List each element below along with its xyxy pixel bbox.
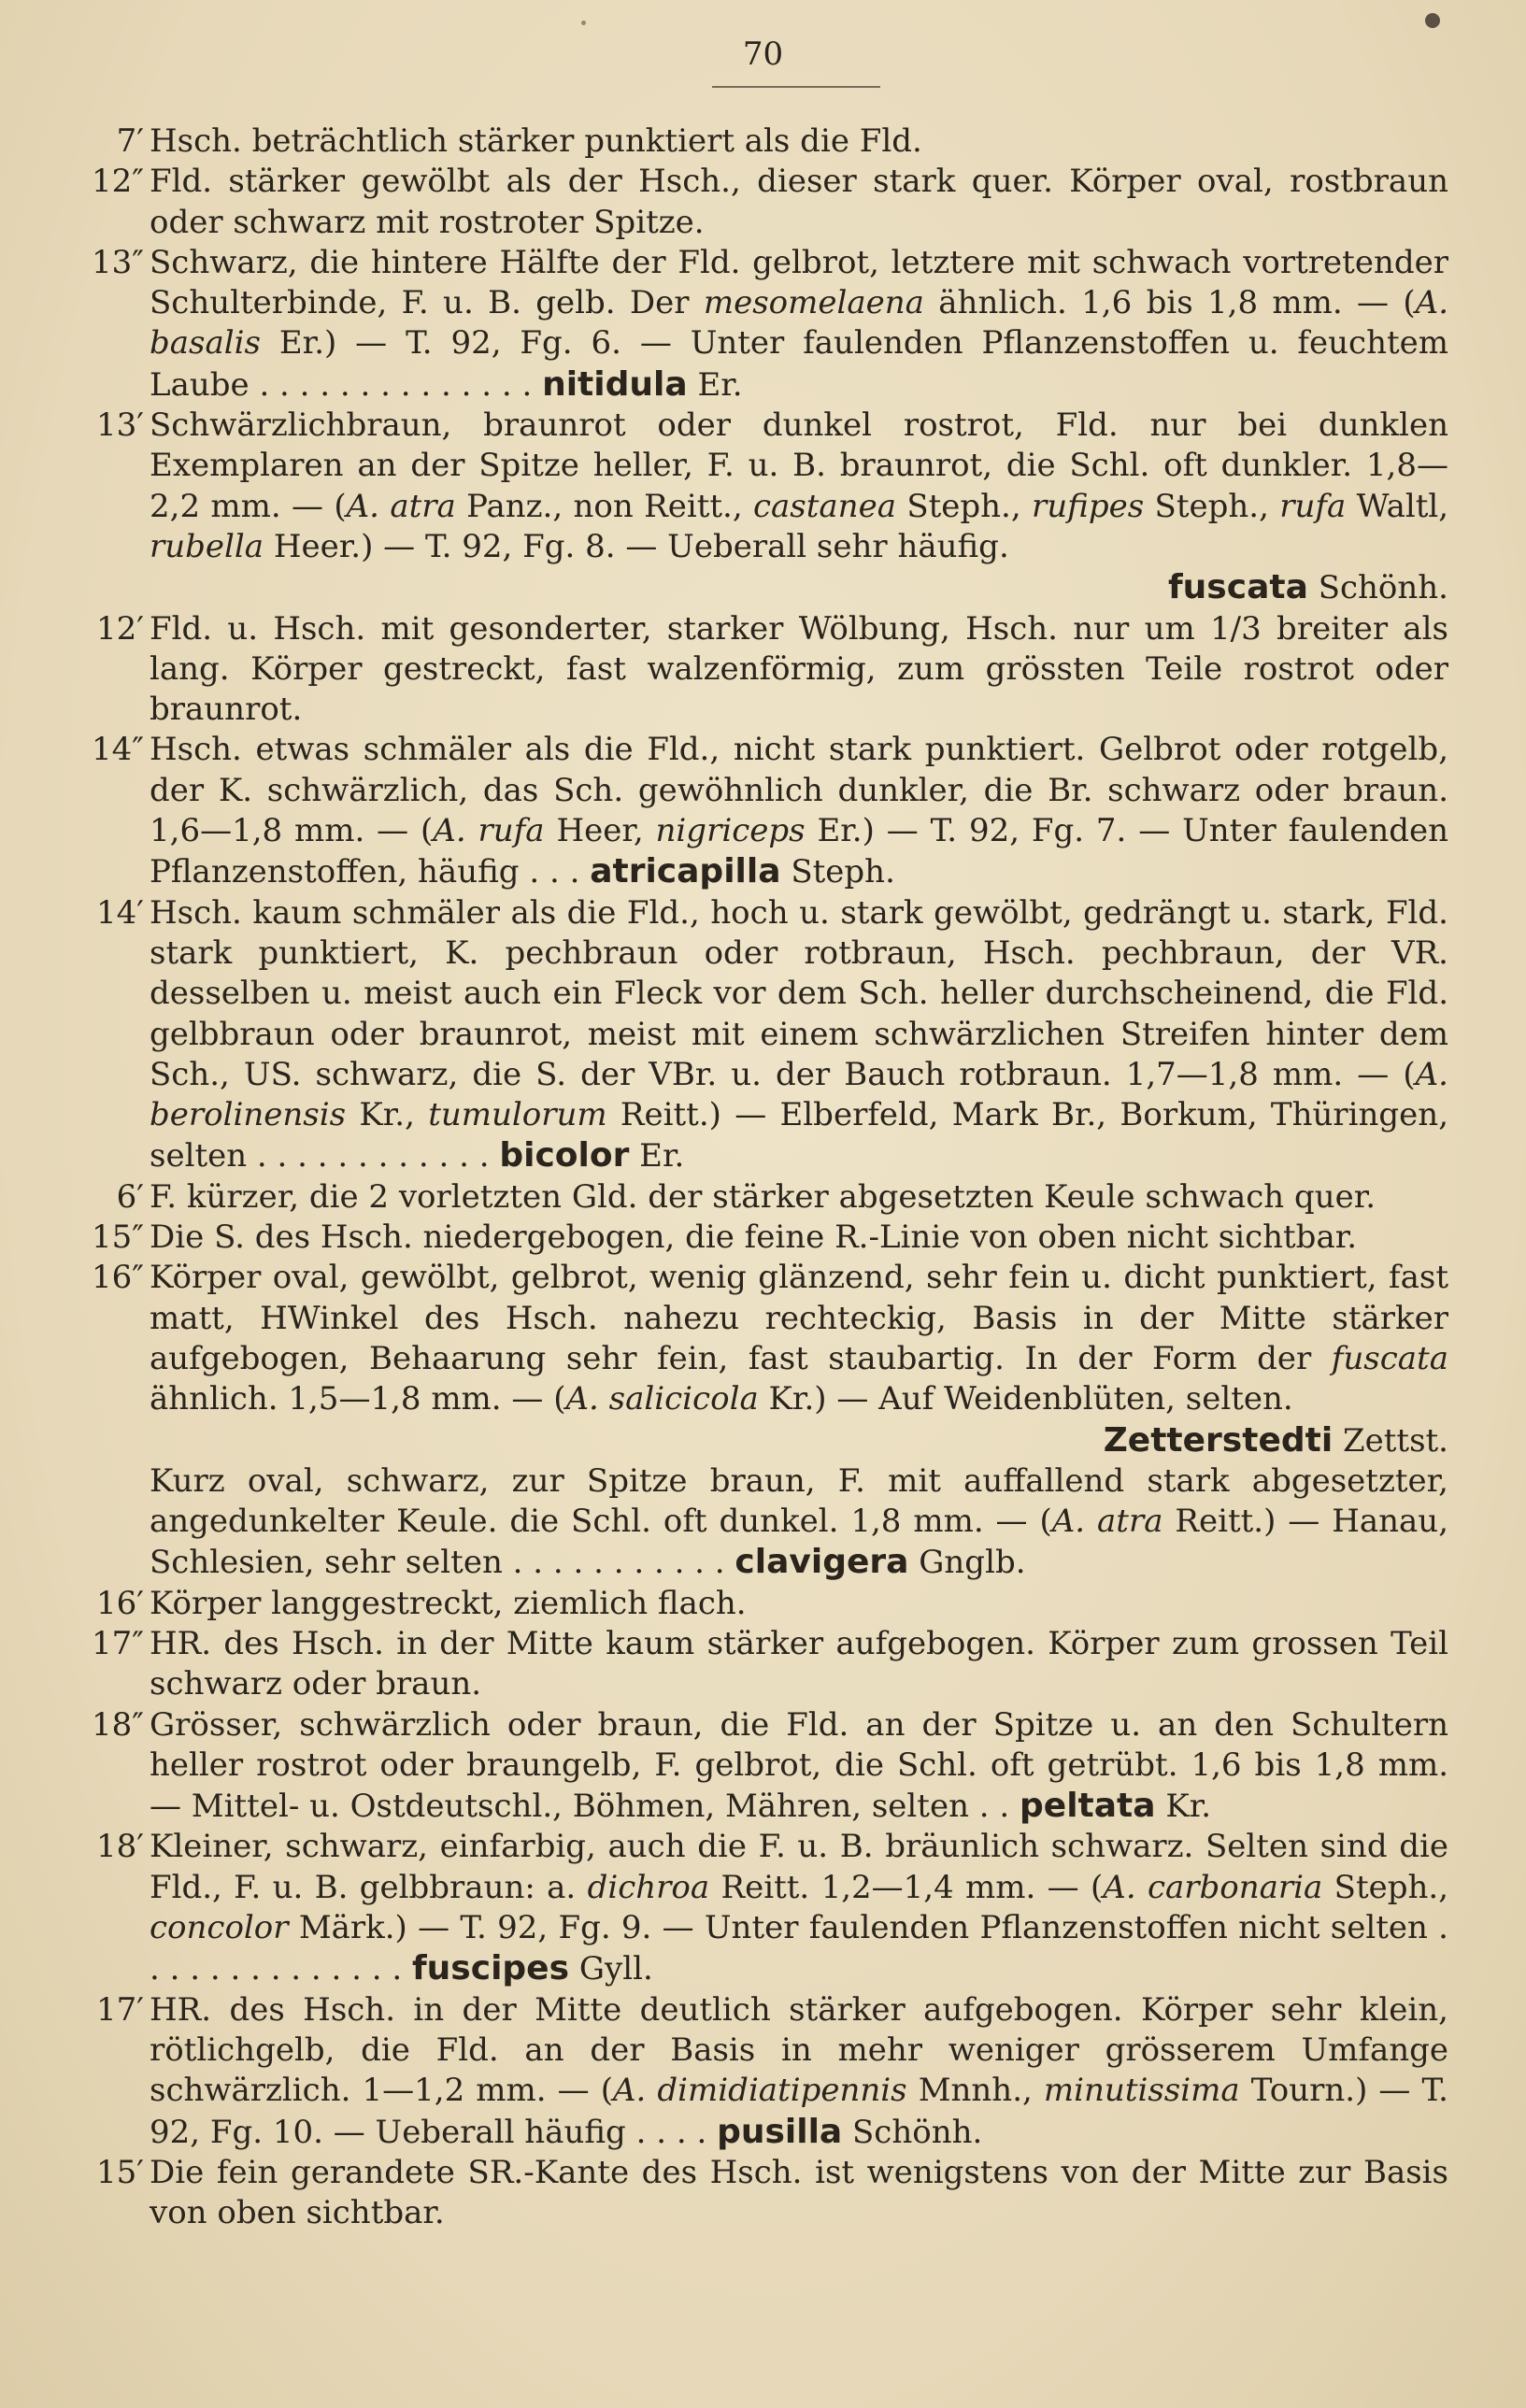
entry-text: Steph., (906, 487, 1021, 525)
species-synonym: minutissima (1043, 2072, 1240, 2110)
speck (581, 21, 586, 25)
entry-text: Fld. u. Hsch. mit gesonderter, starker Wölbung, Hsch. nur um 1/3 breiter als lang. Körper gestreckt, fast walzenförmig, zum grössten Teile rostrot oder braunrot. (150, 609, 1448, 729)
key-entry (65, 1624, 1448, 1705)
couplet-number: 17′ (96, 1990, 144, 2029)
species-synonym: A. atra (1051, 1503, 1163, 1541)
species-author: Kr. (1165, 1788, 1212, 1826)
entry-text: Hsch. beträchtlich stärker punktiert als die Fld. (150, 122, 922, 160)
page-number: 70 (742, 36, 784, 73)
species-author: Gyll. (578, 1950, 653, 1988)
key-entry (65, 893, 1448, 1177)
couplet-number: 18′ (96, 1828, 144, 1866)
species-name: pusilla (717, 2112, 843, 2151)
entry-text: Tourn.) — T. 92, Fg. 10. — Ueberall häufig . . . . (150, 2072, 1448, 2151)
couplet-number: 15′ (96, 2153, 144, 2191)
species-name: fuscata (1168, 568, 1308, 607)
entry-text: Mnnh., (918, 2072, 1033, 2110)
species-synonym: rubella (150, 527, 264, 565)
entry-text: Kr., (359, 1096, 415, 1134)
key-entry (65, 609, 1448, 731)
key-entry (65, 1258, 1448, 1460)
species-synonym: A. salicicola (565, 1380, 759, 1418)
species-synonym: concolor (150, 1909, 289, 1947)
species-synonym: mesomelaena (703, 284, 924, 322)
entry-text: Er.) — T. 92, Fg. 7. — Unter faulenden Pflanzenstoffen, häufig . . . (150, 812, 1448, 891)
key-entry (65, 2153, 1448, 2234)
speck (1425, 13, 1440, 28)
key-entry (65, 1177, 1448, 1218)
species-synonym: A. rufa (433, 812, 545, 850)
key-entry (65, 1584, 1448, 1624)
species-author: Schönh. (1318, 569, 1448, 607)
entry-text: Schwärzlichbraun, braunrot oder dunkel rostrot, Fld. nur bei dunklen Exemplaren an der Spitze heller, F. u. B. braunrot, die Schl. oft dunkler. 1,8—2,2 mm. — ( (150, 406, 1448, 525)
couplet-number: 14″ (92, 731, 144, 769)
species-synonym: rufa (1279, 487, 1347, 525)
species-name: bicolor (499, 1136, 630, 1176)
species-name: clavigera (734, 1543, 909, 1582)
key-entry (65, 121, 1448, 162)
species-synonym: A. berolinensis (150, 1055, 1448, 1134)
key-entry (65, 162, 1448, 243)
entry-text: Heer, (556, 812, 644, 850)
entry-text: Reitt.) — Hanau, Schlesien, sehr selten . . . . . . . . . . . (150, 1503, 1448, 1582)
species-synonym: tumulorum (428, 1096, 607, 1134)
entry-text: Märk.) — T. 92, Fg. 9. — Unter faulenden Pflanzenstoffen nicht selten . . . . . . . . . . . . . . (150, 1909, 1448, 1988)
entry-text: Steph., (1154, 487, 1269, 525)
entry-text: Hsch. etwas schmäler als die Fld., nicht stark punktiert. Gelbrot oder rotgelb, der K. schwärzlich, das Sch. gewöhnlich dunkler, die Br. schwarz oder braun. 1,6—1,8 mm. — ( (150, 731, 1448, 850)
species-name: atricapilla (590, 852, 781, 891)
couplet-number: 15″ (92, 1218, 144, 1257)
species-synonym: dichroa (587, 1868, 710, 1906)
species-synonym: rufipes (1032, 487, 1145, 525)
species-name: fuscipes (412, 1949, 570, 1988)
species-name: Zetterstedti (1103, 1420, 1333, 1460)
entry-text: ähnlich. 1,5—1,8 mm. — ( (150, 1380, 566, 1418)
species-synonym: A. carbonaria (1103, 1868, 1323, 1906)
species-author: Steph. (791, 853, 895, 891)
entry-text: Reitt. 1,2—1,4 mm. — ( (720, 1868, 1104, 1906)
header-rule (712, 86, 880, 88)
entry-text: Grösser, schwärzlich oder braun, die Fld. an der Spitze u. an den Schultern heller rostrot oder braungelb, F. gelbrot, die Schl. oft getrübt. 1,6 bis 1,8 mm. — Mittel- u. Ostdeutschl., Böhmen, Mähren, selten . . (150, 1705, 1448, 1826)
species-name: nitidula (542, 364, 688, 404)
entry-text: Schwarz, die hintere Hälfte der Fld. gelbrot, letztere mit schwach vortretender Schulterbinde, F. u. B. gelb. Der (150, 243, 1448, 322)
entry-text: Steph., (1333, 1868, 1449, 1906)
couplet-number: 16′ (96, 1584, 144, 1622)
key-entry (65, 1218, 1448, 1258)
entry-text: Heer.) — T. 92, Fg. 8. — Ueberall sehr häufig. (273, 527, 1009, 565)
entry-text: Kurz oval, schwarz, zur Spitze braun, F. mit auffallend stark abgesetzter, angedunkelter Keule. die Schl. oft dunkel. 1,8 mm. — ( (150, 1461, 1448, 1541)
entry-text: Körper oval, gewölbt, gelbrot, wenig glänzend, sehr fein u. dicht punktiert, fast matt, HWinkel des Hsch. nahezu rechteckig, Basis in der Mitte stärker aufgebogen, Behaarung sehr fein, fast staubartig. In der Form der (150, 1259, 1448, 1377)
species-name: peltata (1020, 1787, 1156, 1826)
couplet-number: 7′ (116, 122, 144, 160)
couplet-number: 12′ (96, 609, 144, 648)
couplet-number: 17″ (92, 1624, 144, 1662)
species-author: Schönh. (852, 2113, 983, 2151)
key-entry (65, 730, 1448, 892)
species-author: Er. (697, 365, 743, 404)
species-synonym: fuscata (1331, 1339, 1448, 1377)
species-synonym: A. dimidiatipennis (612, 2072, 907, 2110)
species-synonym: A. atra (346, 487, 456, 525)
key-entry (65, 1990, 1448, 2153)
entry-text: Körper langgestreckt, ziemlich flach. (150, 1584, 747, 1622)
couplet-number: 13′ (96, 406, 144, 445)
entry-text: Er.) — T. 92, Fg. 6. — Unter faulenden Pflanzenstoffen u. feuchtem Laube . . . . . . . . . . . . . . (150, 324, 1448, 404)
entry-text: Hsch. kaum schmäler als die Fld., hoch u. stark gewölbt, gedrängt u. stark, Fld. stark punktiert, K. pechbraun oder rotbraun, Hsch. pechbraun, der VR. desselben u. meist auch ein Fleck vor dem Sch. heller durchscheinend, die Fld. gelbbraun oder braunrot, meist mit einem schwärzlichen Streifen hinter dem Sch., US. schwarz, die S. der VBr. u. der Bauch rotbraun. 1,7—1,8 mm. — ( (150, 893, 1448, 1093)
entry-text: Kr.) — Auf Weidenblüten, selten. (768, 1380, 1293, 1418)
species-synonym: castanea (752, 487, 896, 525)
couplet-number: 14′ (96, 893, 144, 932)
entry-text: Panz., non Reitt., (466, 487, 743, 525)
key-entry (65, 243, 1448, 406)
key-entry (65, 1461, 1448, 1584)
entry-text: Reitt.) — Elberfeld, Mark Br., Borkum, Thüringen, selten . . . . . . . . . . . . (150, 1096, 1449, 1176)
couplet-number: 6′ (116, 1177, 144, 1216)
entry-text: Die fein gerandete SR.-Kante des Hsch. ist wenigstens von der Mitte zur Basis von oben sichtbar. (150, 2153, 1448, 2232)
key-entry (65, 1827, 1448, 1989)
couplet-number: 16″ (92, 1259, 144, 1297)
key-entry (65, 406, 1448, 608)
species-author: Er. (639, 1137, 685, 1176)
entry-text: HR. des Hsch. in der Mitte deutlich stärker aufgebogen. Körper sehr klein, rötlichgelb, die Fld. an der Basis in mehr weniger grösserem Umfange schwärzlich. 1—1,2 mm. — ( (150, 1990, 1448, 2110)
entry-text: F. kürzer, die 2 vorletzten Gld. der stärker abgesetzten Keule schwach quer. (150, 1177, 1376, 1216)
key-text (65, 121, 1448, 2233)
entry-text: Waltl, (1356, 487, 1449, 525)
entry-text: Kleiner, schwarz, einfarbig, auch die F. u. B. bräunlich schwarz. Selten sind die Fld., F. u. B. gelbbraun: a. (150, 1828, 1448, 1906)
couplet-number: 12″ (92, 163, 144, 201)
entry-text: ähnlich. 1,6 bis 1,8 mm. — ( (938, 284, 1416, 322)
key-entry (65, 1705, 1448, 1828)
species-synonym: A. basalis (150, 284, 1449, 363)
entry-text: Fld. stärker gewölbt als der Hsch., dieser stark quer. Körper oval, rostbraun oder schwarz mit rostroter Spitze. (150, 163, 1448, 241)
entry-text: HR. des Hsch. in der Mitte kaum stärker aufgebogen. Körper zum grossen Teil schwarz oder braun. (150, 1624, 1448, 1703)
species-author: Gnglb. (919, 1544, 1026, 1582)
entry-text: Die S. des Hsch. niedergebogen, die feine R.-Linie von oben nicht sichtbar. (150, 1218, 1358, 1257)
couplet-number: 13″ (92, 243, 144, 281)
species-author: Zettst. (1343, 1421, 1448, 1460)
species-synonym: nigriceps (655, 812, 806, 850)
couplet-number: 18″ (92, 1705, 144, 1744)
